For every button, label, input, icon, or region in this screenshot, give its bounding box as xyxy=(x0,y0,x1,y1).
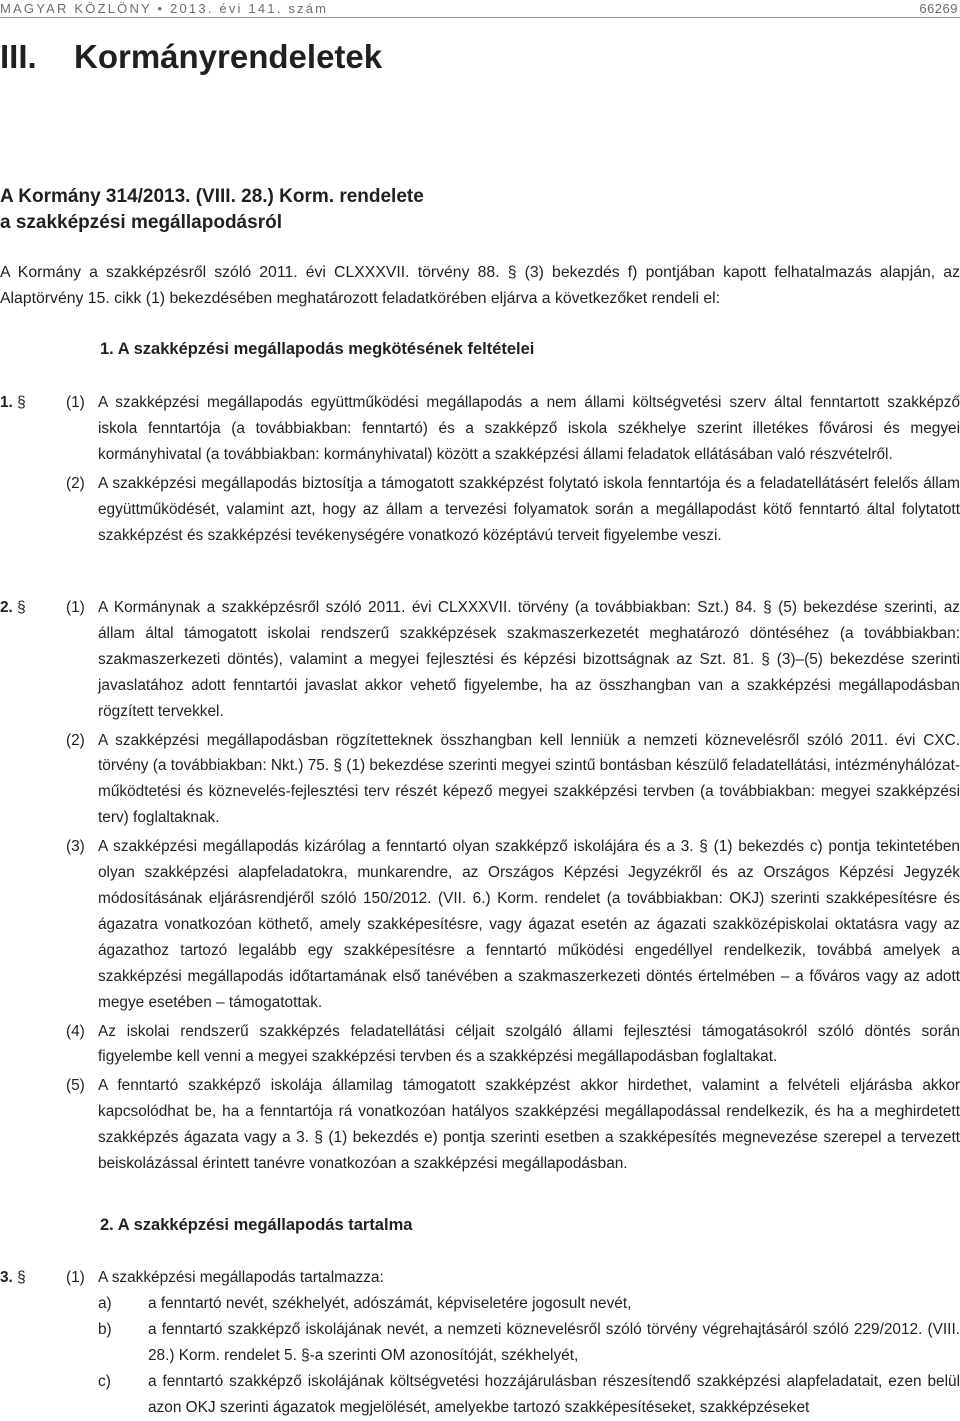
paragraph-number: 1. § xyxy=(0,394,26,411)
chapter-title: Kormányrendeletek xyxy=(74,38,383,75)
chapter-heading xyxy=(0,38,382,76)
subsection: (4) Az iskolai rendszerű szakképzés feladatellátási céljait szolgáló állami fejlesztési támogatásokról szóló döntés során figyelembe kell venni a megyei szakképzési tervben és a szakképzési megállapodásban foglaltakat. xyxy=(66,1022,960,1066)
subsection: (1) A Kormánynak a szakképzésről szóló 2011. évi CLXXXVII. törvény (a továbbiakban: Szt.) 84. § (5) bekezdése szerinti, az állam által támogatott iskolai rendszerű szakképzések szakmaszerkezetét meghatározó döntéséhez (a továbbiakban: szakmaszerkezeti döntés), valamint a megyei fejlesztési és képzési bizottságnak az Szt. 81. § (3)–(5) bekezdése szerinti javaslatához adott fenntartói javaslat akkor vehető figyelembe, ha az összhangban van a szakképzési megállapodásban rögzített tervekkel. xyxy=(66,599,960,720)
preamble: A Kormány a szakképzésről szóló 2011. évi CLXXXVII. törvény 88. § (3) bekezdés f) pontjában kapott felhatalmazás alapján, az Alaptörvény 15. cikk (1) bekezdésében meghatározott feladatkörében eljárva a következőket rendeli el: xyxy=(0,264,960,307)
list-item: c) a fenntartó szakképző iskolájának költségvetési hozzájárulásban részesítendő szakképzési alapfeladatait, ezen belül azon OKJ szerinti ágazatok megjelölését, amelyekbe tartozó szakképesítéseket, szakképzéseket xyxy=(98,1372,960,1416)
list-item: b) a fenntartó szakképző iskolájának nevét, a nemzeti köznevelésről szóló törvény végrehajtásáról szóló 229/2012. (VIII. 28.) Korm. rendelet 5. §-a szerinti OM azonosítóját, székhelyét, xyxy=(98,1320,960,1364)
subsection: (3) A szakképzési megállapodás kizárólag a fenntartó olyan szakképző iskolájára és a 3. § (1) bekezdés c) pontja tekintetében olyan szakképzési alapfeladatokra, munkarendre, az Országos Képzési Jegyzékről és az Országos Képzési Jegyzék módosításának eljárásrendjéről szóló 150/2012. (VII. 6.) Korm. rendelet (a továbbiakban: OKJ) szerinti szakképesítésre és ágazatra vonatkozóan köthető, amely szakképesítésre, vagy ágazat esetén az ágazati szakközépiskolai oktatásra vagy az ágazathoz tartozó legalább egy szakképesítésre a fenntartó működési engedéllyel rendelkezik, továbbá amelyek a szakképzési megállapodás időtartamának első tanévében a szakmaszerkezeti döntés értelmében – a főváros vagy az adott megye esetében – támogatottak. xyxy=(66,838,960,1011)
subsection: (5) A fenntartó szakképző iskolája államilag támogatott szakképzést akkor hirdethet, valamint a felvételi eljárásba akkor kapcsolódhat be, ha a fenntartója rá vonatkozóan hatályos szakképzési megállapodással rendelkezik, és ha a meghirdetett szakképzés ágazata vagy a 3. § (1) bekezdés e) pontja szerinti esetben a szakképesítés megnevezése szerepel a tervezett beiskolázással érintett tanévre vonatkozóan a szakképzési megállapodásban. xyxy=(66,1077,960,1173)
running-header xyxy=(0,0,960,18)
decree-title-line2: a szakképzési megállapodásról xyxy=(0,212,282,233)
decree-title-line1: A Kormány 314/2013. (VIII. 28.) Korm. rendelete xyxy=(0,186,424,207)
paragraph-1 xyxy=(0,390,960,548)
decree-title xyxy=(0,184,424,236)
journal-title: MAGYAR KÖZLÖNY • 2013. évi 141. szám xyxy=(0,1,329,16)
subsection: (2) A szakképzési megállapodás biztosítja a támogatott szakképzést folytató iskola fenntartója és a feladatellátásért felelős állam együttműködését, valamint azt, hogy az állam a tervezési folyamatok során a megállapodást kötő fenntartó által folytatott szakképzést és szakképzési tevékenységére vonatkozó középtávú terveit figyelembe veszi. xyxy=(66,474,960,544)
subsection: (1) A szakképzési megállapodás együttműködési megállapodás a nem állami költségvetési szerv által fenntartott szakképző iskola fenntartója (a továbbiakban: fenntartó) és a szakképző iskola székhelye szerint illetékes fővárosi és megyei kormányhivatal (a továbbiakban: kormányhivatal) között a szakképzési állami feladatok ellátásában való részvételről. xyxy=(66,394,960,463)
paragraph-2 xyxy=(0,595,960,1177)
subsection: (2) A szakképzési megállapodásban rögzítetteknek összhangban kell lenniük a nemzeti köznevelésről szóló 2011. évi CXC. törvény (a továbbiakban: Nkt.) 75. § (1) bekezdése szerinti megyei szintű bontásban készülő feladatellátási, intézményhálózat-működtetési és köznevelés-fejlesztési terv részét képező megyei szakképzési tervben (a továbbiakban: megyei szakképzési terv) foglaltaknak. xyxy=(66,731,960,827)
section-heading-2: 2. A szakképzési megállapodás tartalma xyxy=(100,1216,413,1234)
paragraph-number: 2. § xyxy=(0,599,26,616)
paragraph-number: 3. § xyxy=(0,1269,26,1286)
section-heading-1: 1. A szakképzési megállapodás megkötésének feltételei xyxy=(100,340,535,358)
paragraph-3 xyxy=(0,1265,960,1420)
list-item: a) a fenntartó nevét, székhelyét, adószámát, képviseletére jogosult nevét, xyxy=(98,1294,632,1312)
page-number: 66269 xyxy=(919,1,958,16)
subsection: (1) A szakképzési megállapodás tartalmazza: xyxy=(66,1269,384,1286)
chapter-number: III. xyxy=(0,38,37,75)
header-rule xyxy=(0,17,960,18)
